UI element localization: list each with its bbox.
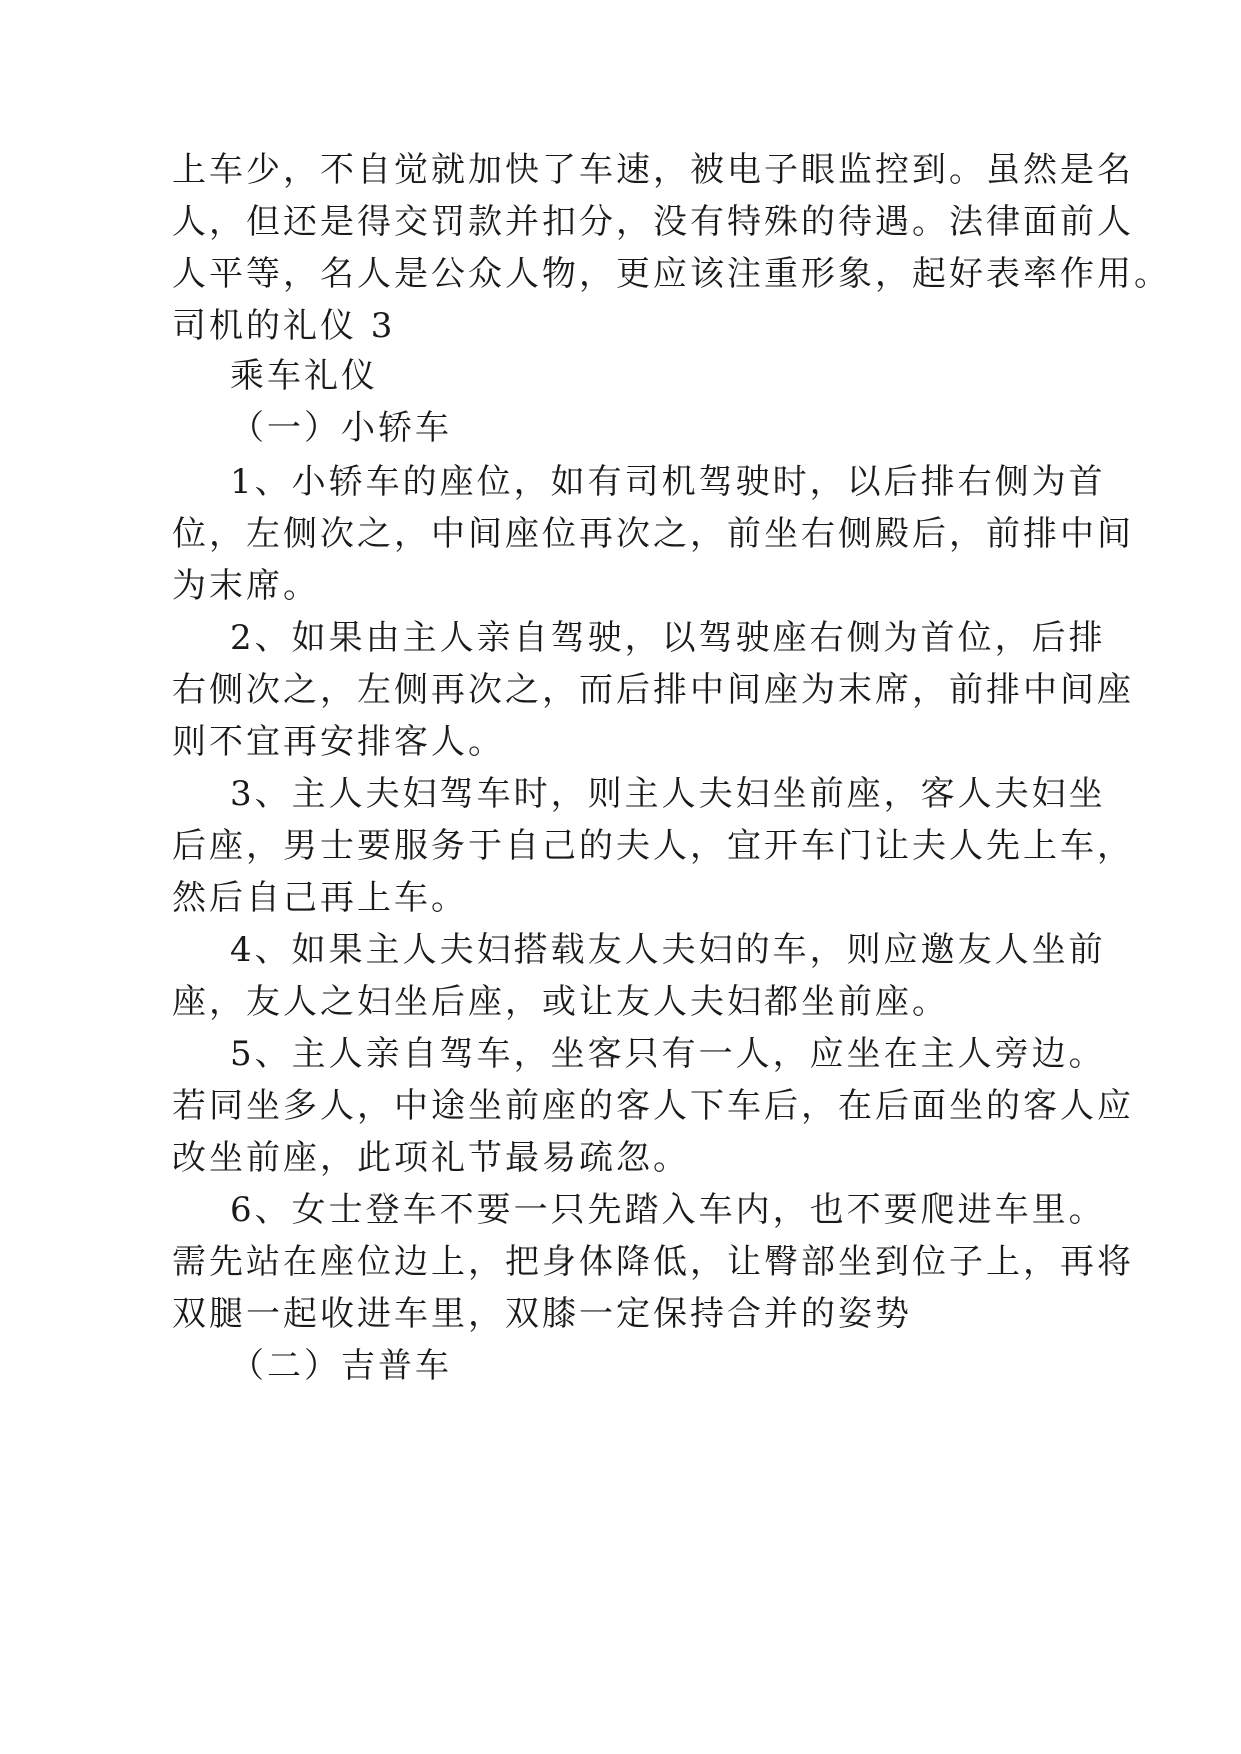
text-line: 为末席。 — [172, 566, 320, 606]
text-line: 6、女士登车不要一只先踏入车内，也不要爬进车里。 — [230, 1190, 1106, 1230]
text-line: 座，友人之妇坐后座，或让友人夫妇都坐前座。 — [172, 982, 949, 1022]
text-line: 若同坐多人，中途坐前座的客人下车后，在后面坐的客人应 — [172, 1086, 1134, 1126]
text-line: 5、主人亲自驾车，坐客只有一人，应坐在主人旁边。 — [230, 1034, 1106, 1074]
subheading: （二）吉普车 — [230, 1346, 452, 1386]
text-line: 人，但还是得交罚款并扣分，没有特殊的待遇。法律面前人 — [172, 202, 1134, 242]
text-line: 需先站在座位边上，把身体降低，让臀部坐到位子上，再将 — [172, 1242, 1134, 1282]
text-line: 1、小轿车的座位，如有司机驾驶时，以后排右侧为首 — [230, 462, 1106, 502]
text-line: 然后自己再上车。 — [172, 878, 468, 918]
text-line: 上车少，不自觉就加快了车速，被电子眼监控到。虽然是名 — [172, 150, 1134, 190]
text-line: 位，左侧次之，中间座位再次之，前坐右侧殿后，前排中间 — [172, 514, 1134, 554]
text-line: 人平等，名人是公众人物，更应该注重形象，起好表率作用。 — [172, 254, 1171, 294]
text-line: 则不宜再安排客人。 — [172, 722, 505, 762]
text-line: 3、主人夫妇驾车时，则主人夫妇坐前座，客人夫妇坐 — [230, 774, 1106, 814]
text-line: 后座，男士要服务于自己的夫人，宜开车门让夫人先上车， — [172, 826, 1134, 866]
text-line: 4、如果主人夫妇搭载友人夫妇的车，则应邀友人坐前 — [230, 930, 1106, 970]
text-line: 双腿一起收进车里，双膝一定保持合并的姿势 — [172, 1294, 912, 1334]
subheading: 乘车礼仪 — [230, 356, 378, 396]
text-line: 右侧次之，左侧再次之，而后排中间座为末席，前排中间座 — [172, 670, 1134, 710]
text-line: 改坐前座，此项礼节最易疏忽。 — [172, 1138, 690, 1178]
section-heading: 司机的礼仪 3 — [172, 306, 396, 346]
subheading: （一）小轿车 — [230, 408, 452, 448]
text-line: 2、如果由主人亲自驾驶，以驾驶座右侧为首位，后排 — [230, 618, 1106, 658]
